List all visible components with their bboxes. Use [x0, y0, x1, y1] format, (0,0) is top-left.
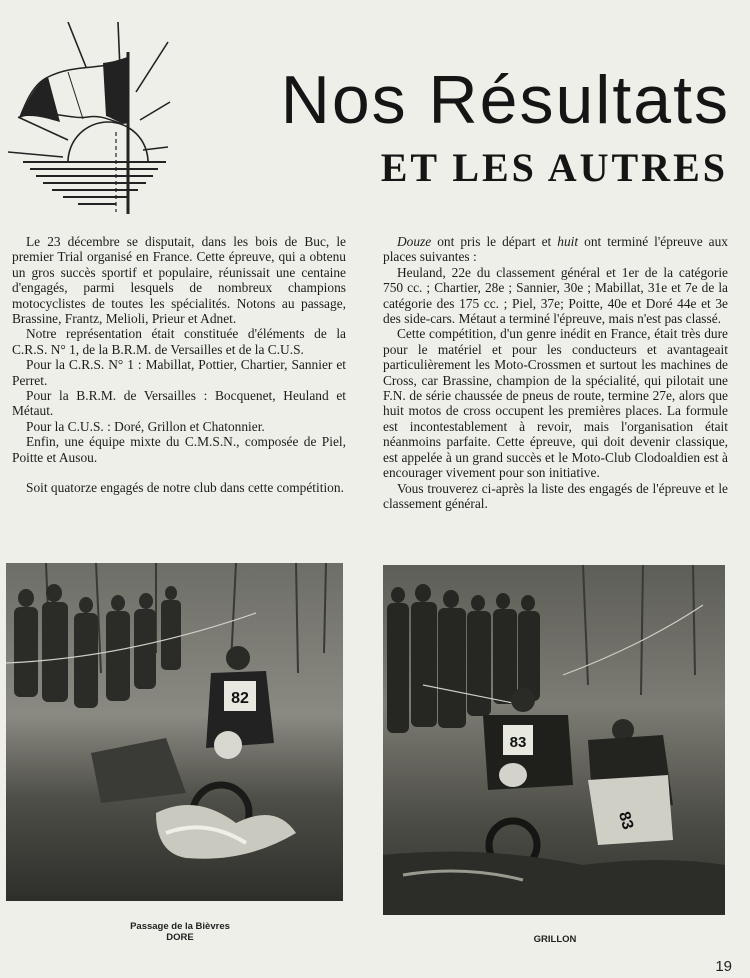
- article-left-column: [12, 234, 346, 496]
- flag-sun-logo: [8, 22, 173, 217]
- paragraph: Vous trouverez ci-après la liste des engagés de l'épreuve et le classement général.: [383, 480, 728, 511]
- race-number: 83: [615, 809, 637, 832]
- page-title: Nos Résultats: [280, 62, 730, 138]
- paragraph: Soit quatorze engagés de notre club dans cette compétition.: [26, 480, 344, 496]
- race-number: 82: [231, 690, 249, 707]
- photo-caption: Passage de la Bièvres DORE: [130, 921, 230, 943]
- emphasis: Douze: [397, 234, 432, 249]
- page-subtitle: ET LES AUTRES: [380, 145, 728, 190]
- race-number: 83: [509, 734, 527, 751]
- paragraph: Notre représentation était constituée d'éléments de la C.R.S. N° 1, de la B.R.M. de Versailles et de la C.U.S.: [12, 326, 346, 357]
- paragraph: Le 23 décembre se disputait, dans les bois de Buc, le premier Trial organisé en France. Cette épreuve, qui a obtenu un gros succès sportif et populaire, réunissait une centaine d'engagés, parmi lesquels de nombreux champions motocyclistes de toutes les spécialités. Notons au passage, Brassine, Frantz, Melioli, Prieur et Adnet.: [12, 234, 346, 327]
- paragraph: Pour la B.R.M. de Versailles : Bocquenet, Heuland et Métaut.: [12, 388, 346, 419]
- emphasis: huit: [557, 234, 579, 249]
- paragraph: Cette compétition, d'un genre inédit en France, était très dure pour le matériel et pour les conducteurs et avantageait particulièrement les Moto-Crossmen et surtout les machines de Cross, car Brassine, champion de la spécialité, qui pilotait une F.N. de série chaussée de pneus de route, termine 27e, alors que huit motos de cross occupent les premières places. La formule est incontestablement à revoir, mais l'organisation était néanmoins parfaite. Cette épreuve, qui doit devenir classique, est appelée à un grand succès et le Moto-Club Clodoaldien est à encourager vivement pour son initiative.: [383, 326, 728, 481]
- photo-dore-sidecar: [6, 563, 343, 901]
- photo-grillon-sidecar: [383, 565, 725, 915]
- photo-illustration: [383, 565, 725, 915]
- article-right-column: [383, 234, 728, 511]
- paragraph: Pour la C.U.S. : Doré, Grillon et Chatonnier.: [26, 418, 265, 434]
- page-number: 19: [715, 958, 732, 975]
- paragraph: Douze ont pris le départ et huit ont terminé l'épreuve aux places suivantes :: [383, 234, 728, 265]
- paragraph: Enfin, une équipe mixte du C.M.S.N., composée de Piel, Poitte et Ausou.: [12, 434, 346, 465]
- photo-caption: GRILLON: [533, 934, 577, 945]
- paragraph: Pour la C.R.S. N° 1 : Mabillat, Pottier, Chartier, Sannier et Perret.: [12, 357, 346, 388]
- paragraph: Heuland, 22e du classement général et 1er de la catégorie 750 cc. ; Chartier, 28e ; Sannier, 30e ; Mabillat, 31e et 7e de la catégorie des 175 cc. ; Piel, 37e; Poitte, 40e et Doré 44e et 3e des side-cars. Métaut a terminé l'épreuve, mais n'est pas classé.: [383, 264, 728, 327]
- photo-illustration: [6, 563, 343, 901]
